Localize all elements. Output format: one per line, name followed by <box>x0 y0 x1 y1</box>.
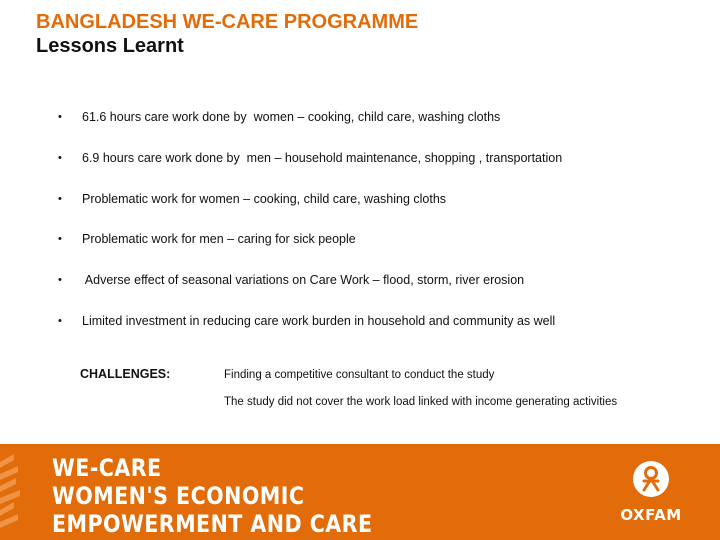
list-item-text: Problematic work for women – cooking, child care, washing cloths <box>82 191 447 206</box>
bullet-icon: • <box>58 111 62 123</box>
list-item <box>58 312 698 353</box>
list-item <box>58 190 698 231</box>
footer-banner <box>0 444 720 540</box>
title-block <box>36 10 418 58</box>
list-item-text: Limited investment in reducing care work burden in household and community as well <box>82 313 556 328</box>
challenge-item: Finding a competitive consultant to conduct the study <box>224 369 495 381</box>
footer-tagline <box>52 454 373 538</box>
list-item-text: 6.9 hours care work done by men – household maintenance, shopping , transportation <box>82 150 563 165</box>
oxfam-logo <box>618 460 684 530</box>
bullet-icon: • <box>58 192 62 205</box>
oxfam-logo-icon <box>632 460 670 498</box>
list-item <box>58 108 698 149</box>
bullet-list <box>58 108 698 353</box>
challenge-item: The study did not cover the work load linked with income generating activities <box>224 396 618 408</box>
footer-line: WE-CARE <box>52 454 162 482</box>
list-item-text: Problematic work for men – caring for sick people <box>82 232 356 247</box>
page-subtitle: Lessons Learnt <box>36 35 184 57</box>
page-title: BANGLADESH WE-CARE PROGRAMME <box>36 11 419 33</box>
list-item <box>58 149 698 190</box>
list-item <box>58 230 698 271</box>
bullet-icon: • <box>58 151 62 164</box>
challenges-label: CHALLENGES: <box>80 367 171 381</box>
list-item-text: Adverse effect of seasonal variations on Care Work – flood, storm, river erosion <box>82 273 525 288</box>
bullet-icon: • <box>58 233 62 246</box>
bullet-icon: • <box>58 314 62 327</box>
bullet-icon: • <box>58 274 62 287</box>
list-item <box>58 271 698 312</box>
footer-line: WOMEN'S ECONOMIC <box>52 482 305 510</box>
oxfam-logo-text: OXFAM <box>620 506 682 524</box>
list-item-text: 61.6 hours care work done by women – cooking, child care, washing cloths <box>82 110 501 124</box>
footer-line: EMPOWERMENT AND CARE <box>52 510 373 538</box>
decorative-stripes-icon <box>0 444 30 540</box>
